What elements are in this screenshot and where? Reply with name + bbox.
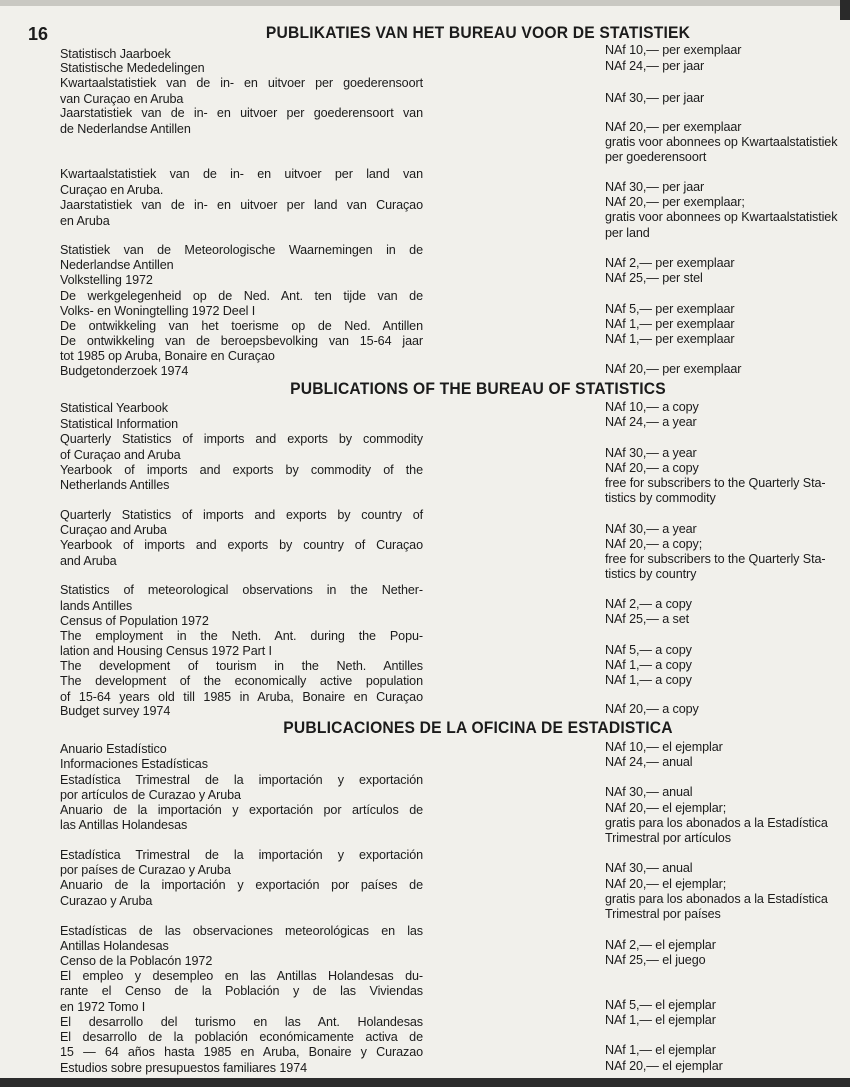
price-line: NAf 1,— a copy (605, 673, 692, 687)
price-line: gratis para los abonados a la Estadística (605, 816, 828, 830)
price-line: NAf 10,— el ejemplar (605, 740, 723, 754)
publication-title-line: The employment in the Neth. Ant. during the Popu- (60, 629, 423, 643)
publication-title-line: The development of the economically active population (60, 674, 423, 688)
publication-title-line: van Curaçao en Aruba (60, 92, 184, 106)
publication-title-line: Informaciones Estadísticas (60, 757, 208, 771)
publication-title-line: De ontwikkeling van het toerisme op de Ned. Antillen (60, 319, 423, 333)
publication-title-line: Statistisch Jaarboek (60, 47, 171, 61)
publication-title-line: Censo de la Poblacón 1972 (60, 954, 213, 968)
publication-title-line: Volks- en Woningtelling 1972 Deel I (60, 304, 256, 318)
publication-title-line: Yearbook of imports and exports by country of Curaçao (60, 538, 423, 552)
price-line: free for subscribers to the Quarterly Sta- (605, 552, 826, 566)
publication-title-line: Jaarstatistiek van de in- en uitvoer per goederensoort van (60, 106, 423, 120)
publication-title-line: Estadística Trimestral de la importación y exportación (60, 773, 423, 787)
section-title: PUBLICATIONS OF THE BUREAU OF STATISTICS (290, 379, 666, 398)
price-line: gratis voor abonnees op Kwartaalstatistiek (605, 135, 838, 149)
publication-title-line: De werkgelegenheid op de Ned. Ant. ten tijde van de (60, 289, 423, 303)
publication-title-line: El empleo y desempleo en las Antillas Holandesas du- (60, 969, 423, 983)
publication-title-line: Volkstelling 1972 (60, 273, 153, 287)
price-line: NAf 1,— a copy (605, 658, 692, 672)
publication-title-line: Statistiek van de Meteorologische Waarnemingen in de (60, 243, 423, 257)
section-title: PUBLICACIONES DE LA OFICINA DE ESTADISTICA (283, 718, 673, 737)
publication-title-line: Nederlandse Antillen (60, 258, 174, 272)
publication-title-line: El desarrollo del turismo en las Ant. Holandesas (60, 1015, 423, 1029)
publication-title-line: por países de Curazao y Aruba (60, 863, 231, 877)
price-line: free for subscribers to the Quarterly Sta- (605, 476, 826, 490)
publication-title-line: Curazao y Aruba (60, 894, 153, 908)
publication-title-line: Quarterly Statistics of imports and exports by commodity (60, 432, 423, 446)
publication-title-line: Netherlands Antilles (60, 478, 170, 492)
publication-title-line: The development of tourism in the Neth. Antilles (60, 659, 423, 673)
price-line: NAf 1,— per exemplaar (605, 317, 735, 331)
price-line: NAf 5,— per exemplaar (605, 302, 735, 316)
price-line: NAf 1,— el ejemplar (605, 1043, 716, 1057)
price-line: NAf 20,— per exemplaar (605, 362, 742, 376)
publication-title-line: por artículos de Curazao y Aruba (60, 788, 241, 802)
price-line: NAf 1,— per exemplaar (605, 332, 735, 346)
price-line: NAf 30,— a year (605, 522, 697, 536)
price-line: NAf 20,— a copy; (605, 537, 703, 551)
price-line: NAf 5,— el ejemplar (605, 998, 716, 1012)
price-line: gratis voor abonnees op Kwartaalstatistiek (605, 210, 838, 224)
publication-title-line: Jaarstatistiek van de in- en uitvoer per land van Curaçao (60, 198, 423, 212)
page-number: 16 (28, 24, 49, 44)
publication-title-line: lation and Housing Census 1972 Part I (60, 644, 272, 658)
price-line: NAf 24,— anual (605, 755, 693, 769)
publication-title-line: Estadísticas de las observaciones meteorológicas en las (60, 924, 423, 938)
section-title: PUBLIKATIES VAN HET BUREAU VOOR DE STATISTIEK (265, 23, 691, 42)
scan-edge-top (0, 0, 850, 6)
publication-title-line: Estadística Trimestral de la importación y exportación (60, 848, 423, 862)
publication-title-line: en 1972 Tomo I (60, 1000, 146, 1014)
price-line: NAf 24,— per jaar (605, 59, 705, 73)
price-line: NAf 20,— per exemplaar; (605, 195, 745, 209)
publication-title-line: Quarterly Statistics of imports and exports by country of (60, 508, 423, 522)
publication-title-line: Budget survey 1974 (60, 704, 171, 718)
price-line: NAf 25,— per stel (605, 271, 703, 285)
publication-title-line: Statistical Information (60, 417, 179, 431)
price-line: gratis para los abonados a la Estadística (605, 892, 828, 906)
publication-title-line: lands Antilles (60, 599, 133, 613)
publication-title-line: of 15-64 years old till 1985 in Aruba, Bonaire en Curaçao (60, 690, 423, 704)
price-line: Trimestral por artículos (605, 831, 731, 845)
price-line: per goederensoort (605, 150, 707, 164)
price-line: tistics by commodity (605, 491, 716, 505)
publication-title-line: De ontwikkeling van de beroepsbevolking van 15-64 jaar (60, 334, 423, 348)
publication-title-line: Kwartaalstatistiek van de in- en uitvoer per goederensoort (60, 76, 423, 90)
price-line: NAf 25,— a set (605, 612, 689, 626)
price-line: NAf 20,— el ejemplar (605, 1059, 723, 1073)
publication-title-line: Anuario de la importación y exportación por países de (60, 878, 423, 892)
price-line: NAf 30,— per jaar (605, 91, 705, 105)
price-line: NAf 10,— a copy (605, 400, 699, 414)
price-line: NAf 1,— el ejemplar (605, 1013, 716, 1027)
publication-title-line: Anuario Estadístico (60, 742, 167, 756)
price-line: NAf 25,— el juego (605, 953, 706, 967)
price-line: NAf 10,— per exemplaar (605, 43, 742, 57)
publication-title-line: Statistische Mededelingen (60, 61, 205, 75)
publication-title-line: Census of Population 1972 (60, 614, 209, 628)
publication-title-line: 15 — 64 años hasta 1985 en Aruba, Bonaire y Curazao (60, 1045, 423, 1059)
publication-title-line: Statistics of meteorological observations in the Nether- (60, 583, 423, 597)
price-line: per land (605, 226, 650, 240)
publication-title-line: tot 1985 op Aruba, Bonaire en Curaçao (60, 349, 275, 363)
price-line: NAf 30,— anual (605, 861, 693, 875)
publication-title-line: Estudios sobre presupuestos familiares 1974 (60, 1061, 308, 1075)
scan-edge-bottom (0, 1078, 850, 1087)
price-line: NAf 30,— per jaar (605, 180, 705, 194)
publication-title-line: Statistical Yearbook (60, 401, 168, 415)
price-line: NAf 20,— a copy (605, 702, 699, 716)
price-line: NAf 2,— a copy (605, 597, 692, 611)
price-line: tistics by country (605, 567, 697, 581)
price-line: NAf 24,— a year (605, 415, 697, 429)
publication-title-line: Curaçao en Aruba. (60, 183, 164, 197)
price-line: NAf 5,— a copy (605, 643, 692, 657)
price-line: NAf 2,— per exemplaar (605, 256, 735, 270)
price-line: NAf 20,— el ejemplar; (605, 877, 727, 891)
publication-title-line: Curaçao and Aruba (60, 523, 167, 537)
publication-title-line: de Nederlandse Antillen (60, 122, 191, 136)
publication-title-line: rante el Censo de la Población y de las Viviendas (60, 984, 423, 998)
price-line: Trimestral por países (605, 907, 721, 921)
publication-title-line: Yearbook of imports and exports by commodity of the (60, 463, 423, 477)
price-line: NAf 20,— per exemplaar (605, 120, 742, 134)
publication-title-line: las Antillas Holandesas (60, 818, 188, 832)
price-line: NAf 30,— a year (605, 446, 697, 460)
publication-title-line: Antillas Holandesas (60, 939, 169, 953)
price-line: NAf 30,— anual (605, 785, 693, 799)
publication-title-line: and Aruba (60, 554, 117, 568)
price-line: NAf 20,— a copy (605, 461, 699, 475)
price-line: NAf 20,— el ejemplar; (605, 801, 727, 815)
scan-edge-right (840, 0, 850, 20)
publication-title-line: of Curaçao and Aruba (60, 448, 181, 462)
price-line: NAf 2,— el ejemplar (605, 938, 716, 952)
publication-title-line: Budgetonderzoek 1974 (60, 364, 189, 378)
publication-title-line: en Aruba (60, 214, 110, 228)
publication-title-line: Anuario de la importación y exportación por artículos de (60, 803, 423, 817)
publication-title-line: El desarrollo de la población económicamente activa de (60, 1030, 423, 1044)
publication-title-line: Kwartaalstatistiek van de in- en uitvoer per land van (60, 167, 423, 181)
